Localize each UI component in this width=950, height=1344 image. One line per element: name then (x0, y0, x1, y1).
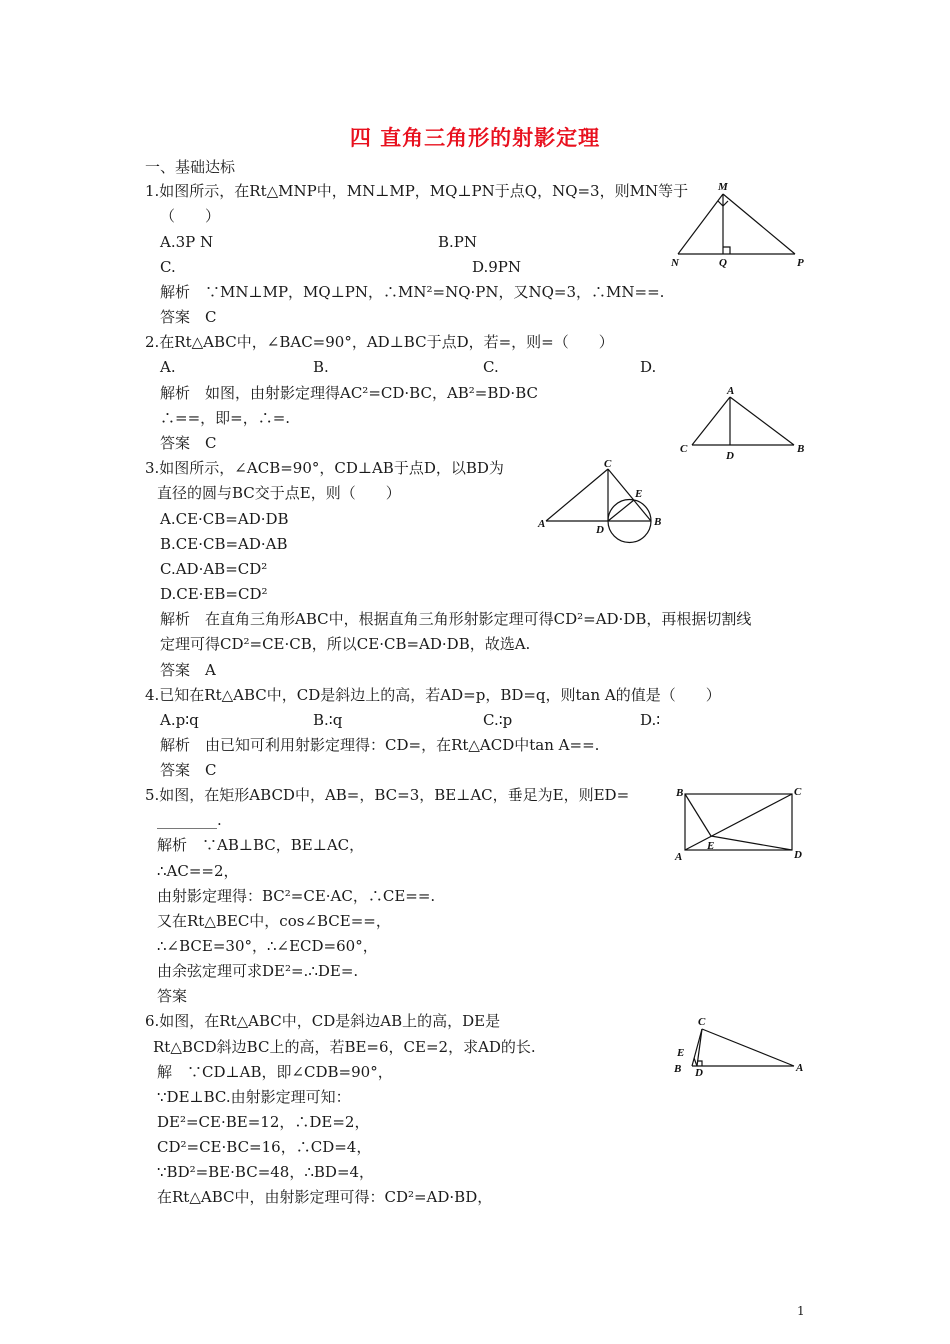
q5-analysis-6: 由余弦定理可求DE²=.∴DE=. (157, 962, 359, 980)
q2-option-b: B. (313, 358, 329, 376)
label-m: M (718, 181, 728, 193)
q3-stem-1: 3.如图所示，∠ACB=90°，CD⊥AB于点D，以BD为 (145, 459, 504, 477)
label-p: P (797, 257, 804, 269)
q1-answer: 答案 C (160, 308, 217, 326)
label-d: D (726, 450, 734, 462)
label-c: C (794, 786, 802, 798)
label-a: A (727, 385, 735, 397)
q3-option-c: C.AD·AB=CD² (160, 560, 268, 578)
q3-stem-2: 直径的圆与BC交于点E，则（ ） (157, 484, 401, 502)
q5-blank: ________. (157, 811, 222, 829)
q5-stem: 5.如图，在矩形ABCD中，AB=，BC=3，BE⊥AC，垂足为E，则ED= (145, 786, 630, 804)
figure-triangle-nested (668, 1012, 813, 1082)
label-a: A (538, 518, 546, 530)
label-e: E (677, 1047, 685, 1059)
q5-analysis-3: 由射影定理得：BC²=CE·AC，∴CE==. (157, 887, 436, 905)
label-e: E (707, 840, 715, 852)
q6-stem-1: 6.如图，在Rt△ABC中，CD是斜边AB上的高，DE是 (145, 1012, 501, 1030)
q4-answer: 答案 C (160, 761, 217, 779)
label-a: A (675, 851, 683, 863)
q2-analysis-1: 解析 如图，由射影定理得AC²=CD·BC，AB²=BD·BC (160, 384, 538, 402)
q3-analysis-2: 定理可得CD²=CE·CB，所以CE·CB=AD·DB，故选A. (160, 635, 531, 653)
q2-option-a: A. (160, 358, 176, 376)
q4-stem: 4.已知在Rt△ABC中，CD是斜边上的高，若AD=p，BD=q，则tan A的值是（ ） (145, 686, 721, 704)
q6-solution-6: 在Rt△ABC中，由射影定理可得：CD²=AD·BD， (157, 1188, 493, 1206)
q4-option-d: D.∶ (640, 711, 661, 729)
q1-option-b: B.PN (438, 233, 478, 251)
q3-analysis-1: 解析 在直角三角形ABC中，根据直角三角形射影定理可得CD²=AD·DB，再根据切割线 (160, 610, 752, 628)
q1-analysis: 解析 ∵MN⊥MP，MQ⊥PN，∴MN²=NQ·PN，又NQ=3，∴MN==. (160, 283, 665, 301)
label-b: B (797, 443, 805, 455)
section-heading: 一、基础达标 (145, 158, 236, 176)
figure-rectangle-abcd (670, 780, 815, 865)
label-d: D (695, 1067, 703, 1079)
label-d: D (794, 849, 802, 861)
label-q: Q (719, 257, 727, 269)
label-n: N (671, 257, 679, 269)
q5-analysis-1: 解析 ∵AB⊥BC，BE⊥AC， (157, 836, 365, 854)
q4-option-c: C.∶p (483, 711, 513, 729)
label-c: C (604, 458, 612, 470)
label-b: B (676, 787, 684, 799)
q2-option-d: D. (640, 358, 657, 376)
q4-option-a: A.p∶q (160, 711, 199, 729)
label-b: B (654, 516, 662, 528)
figure-triangle-circle (530, 455, 675, 550)
q5-analysis-5: ∴∠BCE=30°，∴∠ECD=60°， (157, 937, 378, 955)
q1-paren: （ ） (160, 207, 221, 225)
label-d: D (596, 524, 604, 536)
figure-triangle-abc (674, 380, 814, 465)
q2-option-c: C. (483, 358, 499, 376)
q6-stem-2: Rt△BCD斜边BC上的高，若BE=6，CE=2，求AD的长. (153, 1038, 536, 1056)
q1-stem: 1.如图所示，在Rt△MNP中，MN⊥MP，MQ⊥PN于点Q，NQ=3，则MN等于 (145, 182, 689, 200)
page-title: 四 直角三角形的射影定理 (349, 126, 601, 150)
q3-option-a: A.CE·CB=AD·DB (160, 510, 289, 528)
label-a: A (796, 1062, 804, 1074)
q4-analysis: 解析 由已知可利用射影定理得：CD=，在Rt△ACD中tan A==. (160, 736, 600, 754)
q2-analysis-2: ∴==，即=，∴=. (160, 409, 291, 427)
q6-solution-4: CD²=CE·BC=16，∴CD=4， (157, 1138, 372, 1156)
q3-option-d: D.CE·EB=CD² (160, 585, 268, 603)
q2-answer: 答案 C (160, 434, 217, 452)
q6-solution-3: DE²=CE·BE=12，∴DE=2， (157, 1113, 370, 1131)
label-c: C (698, 1016, 706, 1028)
q1-option-d: D.9PN (472, 258, 522, 276)
label-e: E (635, 488, 643, 500)
page-number: 1 (797, 1304, 805, 1318)
q5-analysis-2: ∴AC==2， (157, 862, 239, 880)
q6-solution-5: ∵BD²=BE·BC=48，∴BD=4， (157, 1163, 375, 1181)
q4-option-b: B.∶q (313, 711, 343, 729)
q5-analysis-4: 又在Rt△BEC中，cos∠BCE==， (157, 912, 391, 930)
q6-solution-1: 解 ∵CD⊥AB，即∠CDB=90°， (157, 1063, 393, 1081)
label-b: B (674, 1063, 682, 1075)
q6-solution-2: ∵DE⊥BC.由射影定理可知： (157, 1088, 351, 1106)
q3-answer: 答案 A (160, 661, 216, 679)
label-c: C (680, 443, 688, 455)
q1-option-a: A.3P N (160, 233, 214, 251)
q2-stem: 2.在Rt△ABC中，∠BAC=90°，AD⊥BC于点D，若=，则=（ ） (145, 333, 614, 351)
q5-answer: 答案 (157, 987, 188, 1005)
figure-triangle-mnp (668, 178, 813, 273)
q3-option-b: B.CE·CB=AD·AB (160, 535, 288, 553)
q1-option-c: C. (160, 258, 176, 276)
